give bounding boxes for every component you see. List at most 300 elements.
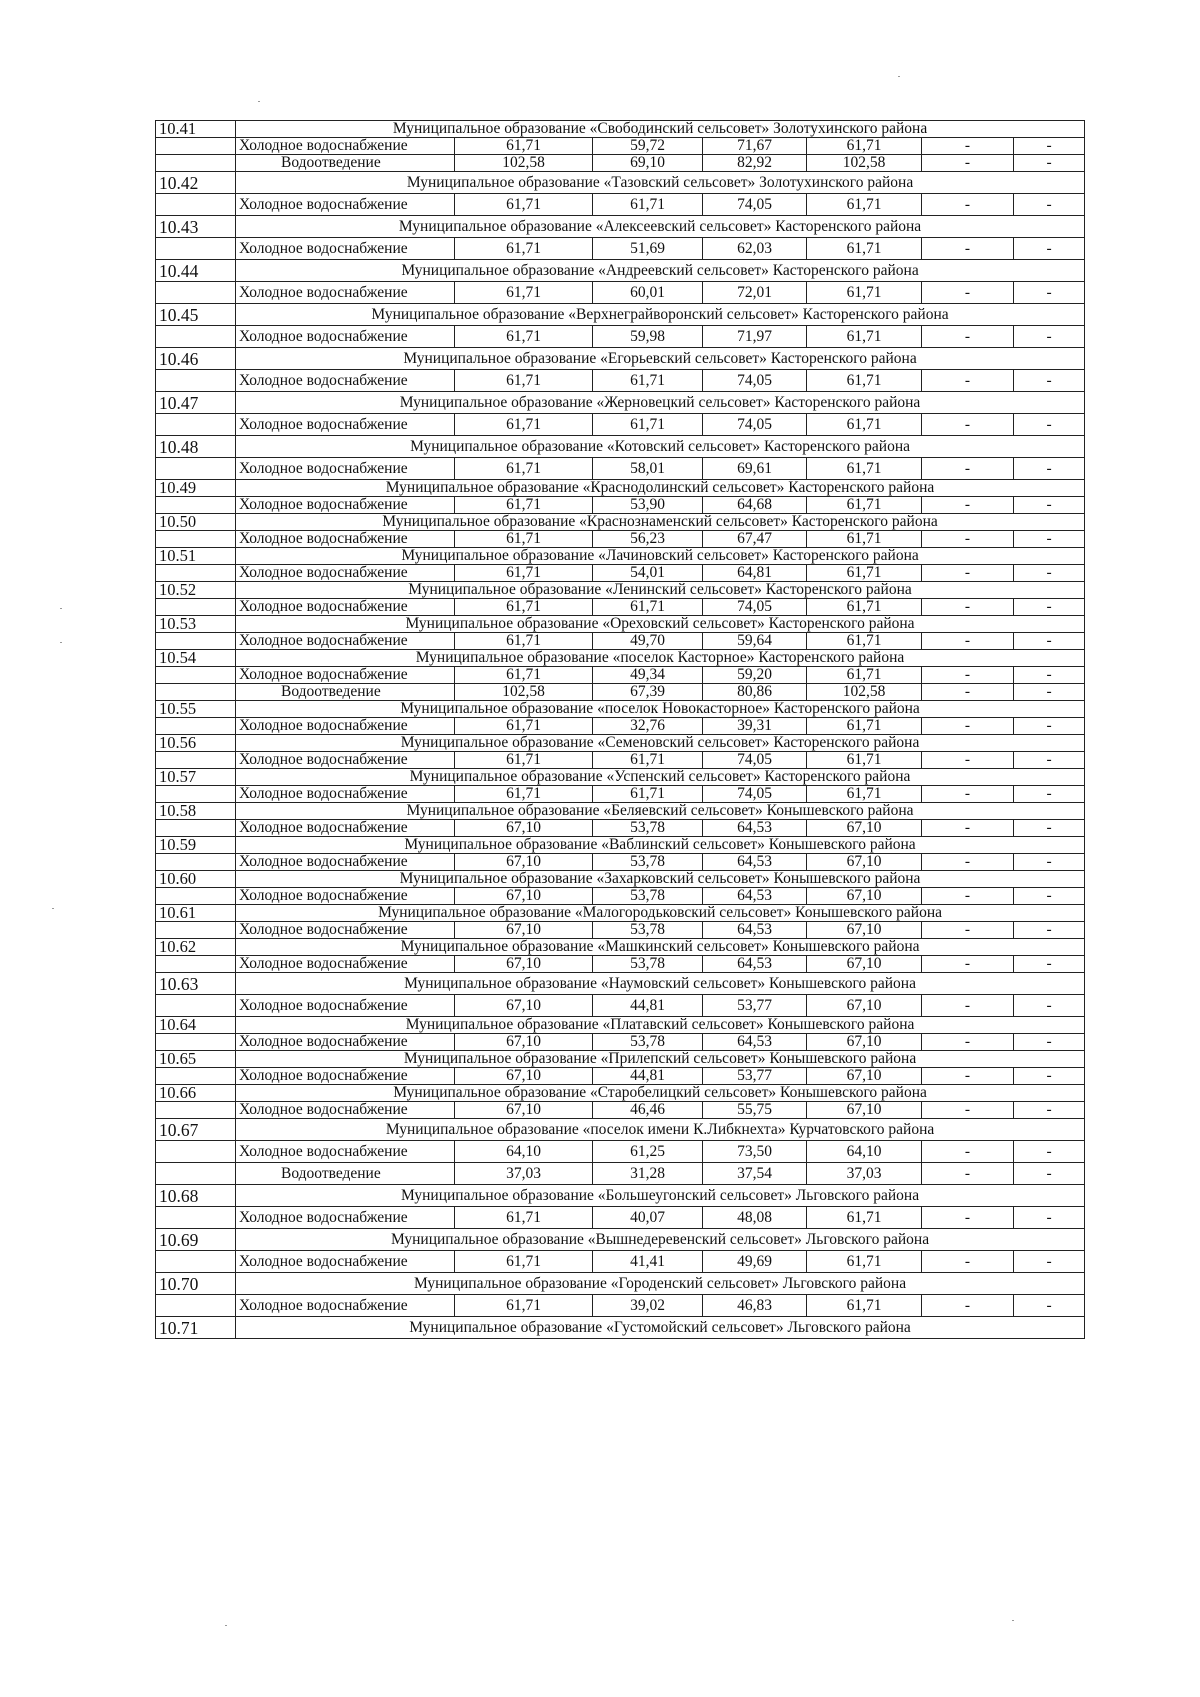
dash-cell: - [922, 667, 1014, 684]
tariff-value: 37,03 [807, 1163, 922, 1185]
row-number-empty [156, 667, 236, 684]
section-number: 10.46 [156, 348, 236, 370]
row-number-empty [156, 1295, 236, 1317]
dash-cell: - [1014, 1034, 1085, 1051]
dash-cell: - [922, 155, 1014, 172]
section-header-row [156, 769, 1085, 786]
tariff-value: 67,10 [807, 1102, 922, 1119]
section-header-row [156, 1317, 1085, 1339]
table-row [156, 956, 1085, 973]
tariff-value: 61,71 [593, 786, 703, 803]
dash-cell: - [922, 888, 1014, 905]
section-header-row [156, 216, 1085, 238]
section-header-row [156, 871, 1085, 888]
row-number-empty [156, 752, 236, 769]
section-number: 10.58 [156, 803, 236, 820]
row-number-empty [156, 1102, 236, 1119]
section-title: Муниципальное образование «Беляевский сельсовет» Конышевского района [236, 803, 1085, 820]
dash-cell: - [1014, 282, 1085, 304]
dash-cell: - [1014, 1295, 1085, 1317]
tariff-value: 40,07 [593, 1207, 703, 1229]
tariff-value: 61,71 [455, 138, 593, 155]
tariff-value: 61,71 [455, 282, 593, 304]
table-row [156, 1207, 1085, 1229]
service-name: Холодное водоснабжение [236, 282, 455, 304]
section-header-row [156, 735, 1085, 752]
dash-cell: - [1014, 718, 1085, 735]
tariff-value: 53,78 [593, 956, 703, 973]
tariff-value: 67,10 [807, 1068, 922, 1085]
tariff-value: 61,71 [455, 718, 593, 735]
row-number-empty [156, 922, 236, 939]
tariff-value: 55,75 [703, 1102, 807, 1119]
tariff-value: 56,23 [593, 531, 703, 548]
tariff-value: 64,10 [455, 1141, 593, 1163]
tariff-value: 67,10 [455, 820, 593, 837]
tariff-value: 61,71 [455, 326, 593, 348]
table-row [156, 633, 1085, 650]
tariff-value: 67,10 [455, 854, 593, 871]
section-number: 10.68 [156, 1185, 236, 1207]
tariff-value: 61,71 [807, 1295, 922, 1317]
section-header-row [156, 1051, 1085, 1068]
row-number-empty [156, 497, 236, 514]
dash-cell: - [1014, 820, 1085, 837]
dash-cell: - [1014, 497, 1085, 514]
tariff-value: 62,03 [703, 238, 807, 260]
table-row [156, 888, 1085, 905]
dash-cell: - [1014, 922, 1085, 939]
service-name: Холодное водоснабжение [236, 922, 455, 939]
table-row [156, 1141, 1085, 1163]
tariff-value: 67,10 [455, 1068, 593, 1085]
service-name: Холодное водоснабжение [236, 786, 455, 803]
dash-cell: - [922, 854, 1014, 871]
service-name: Холодное водоснабжение [236, 633, 455, 650]
section-title: Муниципальное образование «Захарковский сельсовет» Конышевского района [236, 871, 1085, 888]
row-number-empty [156, 1034, 236, 1051]
section-number: 10.65 [156, 1051, 236, 1068]
table-row [156, 155, 1085, 172]
tariff-value: 49,70 [593, 633, 703, 650]
table-row [156, 1295, 1085, 1317]
section-title: Муниципальное образование «Наумовский сельсовет» Конышевского района [236, 973, 1085, 995]
tariff-value: 61,71 [807, 282, 922, 304]
section-header-row [156, 837, 1085, 854]
tariff-value: 74,05 [703, 414, 807, 436]
dash-cell: - [922, 599, 1014, 616]
service-name: Холодное водоснабжение [236, 414, 455, 436]
table-row [156, 326, 1085, 348]
tariff-value: 61,71 [455, 414, 593, 436]
service-name: Холодное водоснабжение [236, 995, 455, 1017]
tariff-value: 61,71 [455, 497, 593, 514]
scan-speck [898, 76, 900, 77]
dash-cell: - [1014, 326, 1085, 348]
tariff-value: 41,41 [593, 1251, 703, 1273]
service-name: Холодное водоснабжение [236, 1068, 455, 1085]
dash-cell: - [922, 1102, 1014, 1119]
dash-cell: - [922, 282, 1014, 304]
section-title: Муниципальное образование «Тазовский сельсовет» Золотухинского района [236, 172, 1085, 194]
tariff-value: 49,69 [703, 1251, 807, 1273]
section-number: 10.71 [156, 1317, 236, 1339]
tariff-value: 64,81 [703, 565, 807, 582]
row-number-empty [156, 138, 236, 155]
tariff-value: 61,71 [455, 599, 593, 616]
row-number-empty [156, 995, 236, 1017]
section-number: 10.55 [156, 701, 236, 718]
tariff-value: 49,34 [593, 667, 703, 684]
row-number-empty [156, 531, 236, 548]
section-title: Муниципальное образование «Жерновецкий сельсовет» Касторенского района [236, 392, 1085, 414]
service-name: Холодное водоснабжение [236, 1295, 455, 1317]
table-row [156, 531, 1085, 548]
service-name: Холодное водоснабжение [236, 138, 455, 155]
dash-cell: - [922, 1163, 1014, 1185]
section-header-row [156, 348, 1085, 370]
dash-cell: - [922, 497, 1014, 514]
tariff-value: 61,71 [455, 633, 593, 650]
tariff-value: 61,71 [807, 138, 922, 155]
table-row [156, 1163, 1085, 1185]
tariff-value: 69,10 [593, 155, 703, 172]
service-name: Холодное водоснабжение [236, 1034, 455, 1051]
row-number-empty [156, 854, 236, 871]
section-title: Муниципальное образование «Краснодолинский сельсовет» Касторенского района [236, 480, 1085, 497]
section-title: Муниципальное образование «Ваблинский сельсовет» Конышевского района [236, 837, 1085, 854]
tariff-value: 67,10 [807, 888, 922, 905]
tariff-value: 59,64 [703, 633, 807, 650]
table-row [156, 684, 1085, 701]
dash-cell: - [1014, 667, 1085, 684]
tariff-value: 59,98 [593, 326, 703, 348]
tariff-value: 71,97 [703, 326, 807, 348]
tariff-value: 61,71 [455, 1207, 593, 1229]
dash-cell: - [922, 995, 1014, 1017]
table-row [156, 718, 1085, 735]
tariff-value: 32,76 [593, 718, 703, 735]
tariff-value: 61,71 [593, 370, 703, 392]
scan-speck [60, 642, 62, 643]
tariff-value: 82,92 [703, 155, 807, 172]
section-number: 10.48 [156, 436, 236, 458]
table-row [156, 786, 1085, 803]
row-number-empty [156, 370, 236, 392]
tariff-table-body [156, 121, 1085, 1339]
tariff-value: 53,78 [593, 922, 703, 939]
section-header-row [156, 480, 1085, 497]
section-title: Муниципальное образование «Вышнедеревенский сельсовет» Льговского района [236, 1229, 1085, 1251]
tariff-value: 74,05 [703, 194, 807, 216]
section-number: 10.45 [156, 304, 236, 326]
section-header-row [156, 121, 1085, 138]
tariff-value: 67,10 [807, 956, 922, 973]
dash-cell: - [922, 1251, 1014, 1273]
section-title: Муниципальное образование «Ореховский сельсовет» Касторенского района [236, 616, 1085, 633]
dash-cell: - [922, 531, 1014, 548]
dash-cell: - [1014, 1251, 1085, 1273]
tariff-value: 61,71 [807, 565, 922, 582]
service-name: Холодное водоснабжение [236, 326, 455, 348]
row-number-empty [156, 1163, 236, 1185]
section-header-row [156, 514, 1085, 531]
section-number: 10.70 [156, 1273, 236, 1295]
row-number-empty [156, 155, 236, 172]
tariff-value: 64,68 [703, 497, 807, 514]
tariff-value: 59,20 [703, 667, 807, 684]
table-row [156, 565, 1085, 582]
section-title: Муниципальное образование «Краснознаменский сельсовет» Касторенского района [236, 514, 1085, 531]
tariff-value: 53,77 [703, 1068, 807, 1085]
dash-cell: - [1014, 1068, 1085, 1085]
dash-cell: - [1014, 1102, 1085, 1119]
section-title: Муниципальное образование «Большеугонский сельсовет» Льговского района [236, 1185, 1085, 1207]
tariff-value: 61,71 [455, 194, 593, 216]
tariff-value: 102,58 [455, 155, 593, 172]
table-row [156, 458, 1085, 480]
row-number-empty [156, 684, 236, 701]
table-row [156, 854, 1085, 871]
tariff-value: 67,10 [455, 922, 593, 939]
service-name: Холодное водоснабжение [236, 370, 455, 392]
tariff-value: 61,71 [593, 599, 703, 616]
scan-speck [1012, 1620, 1014, 1621]
section-title: Муниципальное образование «Лачиновский сельсовет» Касторенского района [236, 548, 1085, 565]
section-header-row [156, 650, 1085, 667]
dash-cell: - [922, 922, 1014, 939]
section-header-row [156, 1017, 1085, 1034]
table-row [156, 922, 1085, 939]
dash-cell: - [922, 238, 1014, 260]
tariff-value: 61,71 [807, 238, 922, 260]
dash-cell: - [922, 752, 1014, 769]
tariff-value: 59,72 [593, 138, 703, 155]
dash-cell: - [922, 718, 1014, 735]
section-number: 10.52 [156, 582, 236, 599]
tariff-value: 61,71 [807, 1251, 922, 1273]
service-name: Холодное водоснабжение [236, 497, 455, 514]
table-row [156, 599, 1085, 616]
section-number: 10.41 [156, 121, 236, 138]
service-name: Водоотведение [236, 684, 455, 701]
service-name: Холодное водоснабжение [236, 1102, 455, 1119]
tariff-value: 64,10 [807, 1141, 922, 1163]
row-number-empty [156, 1251, 236, 1273]
section-number: 10.63 [156, 973, 236, 995]
service-name: Холодное водоснабжение [236, 718, 455, 735]
dash-cell: - [922, 326, 1014, 348]
row-number-empty [156, 1207, 236, 1229]
section-number: 10.43 [156, 216, 236, 238]
section-title: Муниципальное образование «Котовский сельсовет» Касторенского района [236, 436, 1085, 458]
table-row [156, 194, 1085, 216]
tariff-value: 60,01 [593, 282, 703, 304]
service-name: Холодное водоснабжение [236, 599, 455, 616]
section-number: 10.62 [156, 939, 236, 956]
dash-cell: - [1014, 888, 1085, 905]
tariff-value: 61,71 [455, 786, 593, 803]
dash-cell: - [922, 1141, 1014, 1163]
tariff-value: 61,71 [807, 370, 922, 392]
tariff-value: 67,10 [807, 820, 922, 837]
section-number: 10.57 [156, 769, 236, 786]
section-number: 10.53 [156, 616, 236, 633]
section-title: Муниципальное образование «Ленинский сельсовет» Касторенского района [236, 582, 1085, 599]
row-number-empty [156, 633, 236, 650]
dash-cell: - [922, 956, 1014, 973]
section-number: 10.61 [156, 905, 236, 922]
service-name: Холодное водоснабжение [236, 238, 455, 260]
tariff-value: 64,53 [703, 820, 807, 837]
scan-speck [52, 908, 54, 909]
dash-cell: - [1014, 565, 1085, 582]
service-name: Холодное водоснабжение [236, 1207, 455, 1229]
row-number-empty [156, 1068, 236, 1085]
section-number: 10.69 [156, 1229, 236, 1251]
section-title: Муниципальное образование «поселок имени К.Либкнехта» Курчатовского района [236, 1119, 1085, 1141]
service-name: Холодное водоснабжение [236, 565, 455, 582]
section-number: 10.60 [156, 871, 236, 888]
service-name: Холодное водоснабжение [236, 820, 455, 837]
tariff-value: 61,71 [807, 633, 922, 650]
tariff-value: 102,58 [807, 155, 922, 172]
section-header-row [156, 172, 1085, 194]
tariff-value: 61,71 [593, 752, 703, 769]
tariff-value: 61,71 [807, 667, 922, 684]
service-name: Холодное водоснабжение [236, 888, 455, 905]
dash-cell: - [1014, 956, 1085, 973]
tariff-value: 64,53 [703, 956, 807, 973]
service-name: Водоотведение [236, 1163, 455, 1185]
tariff-value: 61,71 [807, 1207, 922, 1229]
tariff-value: 46,46 [593, 1102, 703, 1119]
tariff-value: 67,10 [807, 854, 922, 871]
tariff-value: 61,71 [455, 458, 593, 480]
section-title: Муниципальное образование «Семеновский сельсовет» Касторенского района [236, 735, 1085, 752]
section-number: 10.51 [156, 548, 236, 565]
service-name: Водоотведение [236, 155, 455, 172]
table-row [156, 1068, 1085, 1085]
tariff-value: 61,71 [807, 752, 922, 769]
tariff-value: 72,01 [703, 282, 807, 304]
dash-cell: - [922, 820, 1014, 837]
tariff-value: 74,05 [703, 599, 807, 616]
table-row [156, 1102, 1085, 1119]
section-title: Муниципальное образование «Егорьевский сельсовет» Касторенского района [236, 348, 1085, 370]
section-header-row [156, 973, 1085, 995]
row-number-empty [156, 820, 236, 837]
section-header-row [156, 905, 1085, 922]
tariff-value: 67,10 [455, 888, 593, 905]
section-header-row [156, 260, 1085, 282]
row-number-empty [156, 956, 236, 973]
section-header-row [156, 582, 1085, 599]
table-row [156, 1034, 1085, 1051]
service-name: Холодное водоснабжение [236, 667, 455, 684]
tariff-value: 61,71 [455, 752, 593, 769]
service-name: Холодное водоснабжение [236, 752, 455, 769]
tariff-value: 67,10 [807, 995, 922, 1017]
dash-cell: - [1014, 1163, 1085, 1185]
dash-cell: - [922, 1207, 1014, 1229]
section-title: Муниципальное образование «Свободинский сельсовет» Золотухинского района [236, 121, 1085, 138]
section-title: Муниципальное образование «Старобелицкий сельсовет» Конышевского района [236, 1085, 1085, 1102]
tariff-value: 71,67 [703, 138, 807, 155]
tariff-value: 61,71 [455, 1251, 593, 1273]
row-number-empty [156, 282, 236, 304]
section-title: Муниципальное образование «поселок Новокасторное» Касторенского района [236, 701, 1085, 718]
section-header-row [156, 436, 1085, 458]
row-number-empty [156, 565, 236, 582]
tariff-value: 61,71 [807, 414, 922, 436]
section-title: Муниципальное образование «Успенский сельсовет» Касторенского района [236, 769, 1085, 786]
tariff-value: 67,10 [807, 1034, 922, 1051]
section-title: Муниципальное образование «поселок Касторное» Касторенского района [236, 650, 1085, 667]
section-header-row [156, 1185, 1085, 1207]
tariff-value: 74,05 [703, 786, 807, 803]
tariff-table [155, 120, 1085, 1339]
row-number-empty [156, 326, 236, 348]
dash-cell: - [1014, 599, 1085, 616]
section-number: 10.42 [156, 172, 236, 194]
section-number: 10.50 [156, 514, 236, 531]
section-number: 10.66 [156, 1085, 236, 1102]
section-number: 10.44 [156, 260, 236, 282]
section-title: Муниципальное образование «Городенский сельсовет» Льговского района [236, 1273, 1085, 1295]
dash-cell: - [922, 786, 1014, 803]
tariff-value: 61,71 [807, 599, 922, 616]
section-title: Муниципальное образование «Густомойский сельсовет» Льговского района [236, 1317, 1085, 1339]
service-name: Холодное водоснабжение [236, 1251, 455, 1273]
tariff-value: 37,03 [455, 1163, 593, 1185]
dash-cell: - [1014, 458, 1085, 480]
section-number: 10.59 [156, 837, 236, 854]
dash-cell: - [1014, 854, 1085, 871]
tariff-value: 61,71 [807, 786, 922, 803]
tariff-value: 53,78 [593, 854, 703, 871]
section-title: Муниципальное образование «Платавский сельсовет» Конышевского района [236, 1017, 1085, 1034]
dash-cell: - [922, 414, 1014, 436]
dash-cell: - [922, 1068, 1014, 1085]
section-number: 10.67 [156, 1119, 236, 1141]
tariff-value: 58,01 [593, 458, 703, 480]
section-header-row [156, 939, 1085, 956]
service-name: Холодное водоснабжение [236, 1141, 455, 1163]
tariff-value: 67,47 [703, 531, 807, 548]
tariff-value: 61,71 [807, 326, 922, 348]
dash-cell: - [1014, 414, 1085, 436]
section-title: Муниципальное образование «Машкинский сельсовет» Конышевского района [236, 939, 1085, 956]
row-number-empty [156, 786, 236, 803]
tariff-value: 102,58 [807, 684, 922, 701]
service-name: Холодное водоснабжение [236, 458, 455, 480]
tariff-value: 61,71 [807, 497, 922, 514]
tariff-value: 54,01 [593, 565, 703, 582]
tariff-value: 51,69 [593, 238, 703, 260]
tariff-value: 61,25 [593, 1141, 703, 1163]
dash-cell: - [922, 1295, 1014, 1317]
tariff-value: 61,71 [455, 238, 593, 260]
tariff-value: 64,53 [703, 1034, 807, 1051]
tariff-value: 64,53 [703, 888, 807, 905]
tariff-value: 102,58 [455, 684, 593, 701]
dash-cell: - [1014, 786, 1085, 803]
table-row [156, 238, 1085, 260]
section-number: 10.54 [156, 650, 236, 667]
section-header-row [156, 803, 1085, 820]
tariff-value: 39,31 [703, 718, 807, 735]
